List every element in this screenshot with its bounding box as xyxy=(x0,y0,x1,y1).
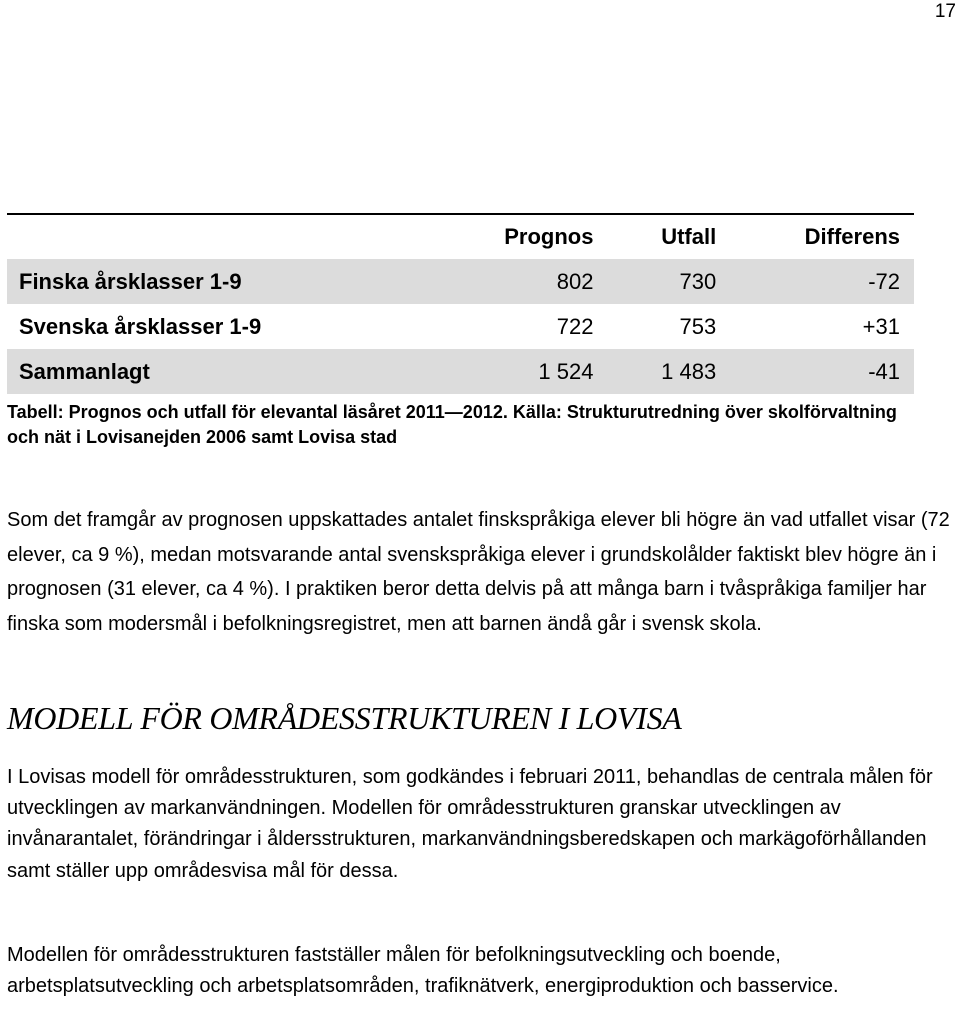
student-count-table-section xyxy=(7,213,914,394)
cell-utfall: 730 xyxy=(607,259,730,304)
cell-prognos: 722 xyxy=(556,313,594,339)
page-number: 17 xyxy=(934,1,956,22)
cell-differens: -72 xyxy=(730,259,914,304)
table-header-empty xyxy=(7,214,433,259)
row-label: Svenska årsklasser 1-9 xyxy=(19,313,262,339)
body-paragraph-1: Som det framgår av prognosen uppskattades antalet finskspråkiga elever bli högre än vad utfallet visar (72 elever, ca 9 %), medan motsvarande antal svenskspråkiga elever i grundskolålder faktiskt blev högre än i prognosen (31 elever, ca 4 %). I praktiken beror detta delvis på att många barn i tvåspråkiga familjer har finska som modersmål i befolkningsregistret, men att barnen ändå går i svensk skola. xyxy=(7,509,950,635)
table-row xyxy=(7,349,914,394)
cell-prognos: 1 524 xyxy=(433,349,607,394)
row-label: Finska årsklasser 1-9 xyxy=(7,259,433,304)
row-label: Sammanlagt xyxy=(7,349,433,394)
body-paragraph-3: Modellen för områdesstrukturen fastställer målen för befolkningsutveckling och boende, arbetsplatsutveckling och arbetsplatsområden, trafiknätverk, energiproduktion och basservice. xyxy=(7,944,839,998)
cell-differens: -41 xyxy=(730,349,914,394)
table-header-utfall: Utfall xyxy=(661,224,717,249)
table-header-prognos: Prognos xyxy=(504,224,594,249)
table-caption: Tabell: Prognos och utfall för elevantal läsåret 2011—2012. Källa: Strukturutredning över skolförvaltning och nät i Lovisanejden 2006 samt Lovisa stad xyxy=(7,402,897,447)
table-row xyxy=(7,259,914,304)
table-row xyxy=(7,304,914,349)
cell-prognos: 802 xyxy=(433,259,607,304)
section-heading: MODELL FÖR OMRÅDESSTRUKTUREN I LOVISA xyxy=(7,700,682,736)
cell-differens: +31 xyxy=(862,313,900,339)
cell-utfall: 1 483 xyxy=(607,349,730,394)
body-paragraph-2: I Lovisas modell för områdesstrukturen, som godkändes i februari 2011, behandlas de centrala målen för utvecklingen av markanvändningen. Modellen för områdesstrukturen granskar utvecklingen av invånarantalet, förändringar i åldersstrukturen, markanvändningsberedskapen och markägoförhållanden samt ställer upp områdesvisa mål för dessa. xyxy=(7,766,933,882)
table-header-differens: Differens xyxy=(804,224,900,249)
cell-utfall: 753 xyxy=(679,313,717,339)
student-count-table xyxy=(7,213,914,394)
table-header-row xyxy=(7,214,914,259)
